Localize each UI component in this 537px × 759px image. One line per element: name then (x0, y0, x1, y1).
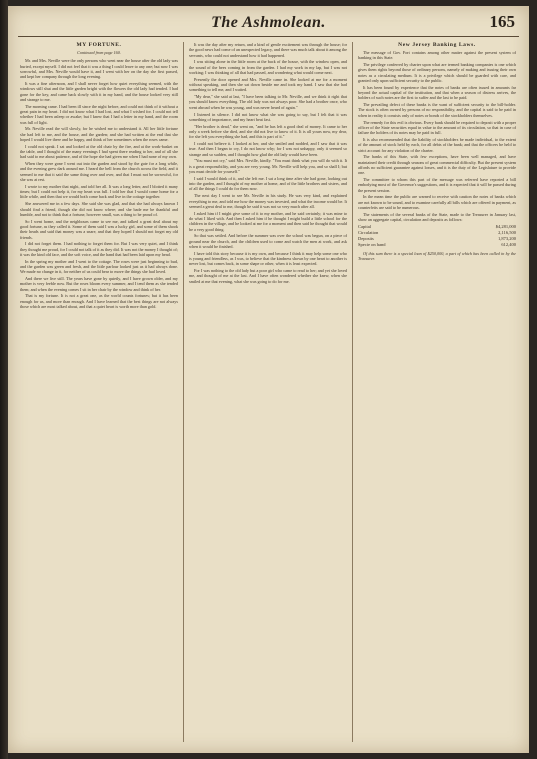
column-rule (352, 42, 353, 742)
table-value: $4,281,000 (495, 223, 516, 229)
paragraph: It was the day after my return, and a kind of gentle excitement was through the house; for the good news had come of an unexpected legacy, and there was much talk about it among the servants, who could not understand how it had happened. (189, 42, 347, 58)
paragraph: I could not believe it. I looked at her, and she smiled and nodded, and I saw that it was true. And then I began to cry, I do not know why; for I was not unhappy, only it seemed so strange and so sudden, and I thought how glad the old lady would have been. (189, 141, 347, 157)
paragraph: For I was nothing to the old lady but a poor girl who came to read to her; and yet she loved me, and thought of me at the last. And I have often wondered whether she knew, when she smiled at me that evening, what she was going to do for me. (189, 268, 347, 284)
statement-table (358, 224, 516, 248)
paragraph: So that was settled. And before the summer was over the school was begun, on a piece of ground near the church, and the children used to come and watch the men at work, and ask when it would be finished. (189, 233, 347, 249)
closing-note: Of this sum there is a special loan of $250,000, a part of which has been called in by the Treasurer. (358, 250, 516, 262)
paragraph: The committee to whom this part of the message was referred have reported a bill embodying most of the Governor's suggestions, and it is expected that it will be passed during the present session. (358, 177, 516, 193)
paragraph: It is also recommended that the liability of stockholders be made individual, to the extent of the amount of stock held by each, for all debts of the bank; and that the officers be held to strict account for any violation of the charter. (358, 136, 516, 153)
paragraph: Mr. Neville read the will slowly, for he wished me to understand it. All her little fortune she had left to me, and the house, and the garden; and she had written at the end that she hoped I would live there and be happy, and think of her sometimes when the roses came. (20, 126, 178, 142)
paragraph: It was a fine afternoon, and I shall never forget how quiet everything seemed, with the windows still shut and the little garden bright with the flowers the old lady had tended. I had gone for the key, and came back slowly with it in my hand, and the house looked very still and strange to me. (20, 80, 178, 102)
header-rule (18, 36, 519, 37)
paragraph: Presently the door opened and Mrs. Neville came in. She looked at me for a moment without speaking, and then she sat down beside me and took my hand. I saw that she had something to tell me, and I waited. (189, 76, 347, 93)
table-value: 2,116,500 (498, 229, 516, 235)
paragraph: In the spring my mother and I went to the cottage. The roses were just beginning to bud, and the garden was green and fresh, and the little parlour looked just as it had always done. We made no change in it, for neither of us could bear to move the things she had loved. (20, 258, 178, 275)
paragraph: The privilege conferred by charter upon what are termed banking companies is one which gives them rights beyond those of ordinary persons, namely of making and issuing their own notes as a circulating medium. It is a privilege which should be guarded with care, and granted only upon sufficient security to the public. (358, 62, 516, 83)
article-heading: New Jersey Banking Laws. (398, 42, 476, 48)
paragraph: When they were gone I went out into the garden and stood by the gate for a long while, and the evening grew dark around me. I heard the bell from the church across the field, and it seemed to me that it said the same thing over and over, and that I must not be sorrowful, for she was at rest. (20, 161, 178, 183)
article-heading: MY FORTUNE. (76, 42, 122, 48)
table-row (358, 242, 516, 248)
table-value: 612,400 (501, 241, 516, 247)
paragraph: The prevailing defect of these banks is the want of sufficient security to the bill-holder. The stock is often owned by persons of no responsibility, and the capital is said to be paid in when in reality it consists only of notes or bonds of the stockholders themselves. (358, 102, 516, 118)
paragraph: That is my fortune. It is not a great one, as the world counts fortunes; but it has been enough for us, and more than enough. And I have learned that the best things are not always those which are most talked about, and that a quiet heart is worth more than gold. (20, 293, 178, 310)
table-label: Circulation (358, 229, 379, 235)
column-rule (183, 42, 184, 742)
table-value: 1,873,200 (498, 235, 516, 241)
column-1 (20, 42, 178, 742)
page-number: 165 (489, 12, 515, 31)
table-label: Capital (358, 223, 371, 229)
paragraph: The next day I went to see Mr. Neville in his study. He was very kind, and explained everything to me, and told me how the money was invested, and what the income would be. It seemed a great deal to me, though he said it was not so very much after all. (189, 193, 347, 209)
running-title: The Ashmolean. (211, 14, 326, 31)
column-3 (358, 42, 516, 742)
paragraph: So I went home, and the neighbours came to see me, and talked a great deal about my good fortune, as they called it. Some of them said I was a lucky girl, and some of them shook their heads and said that money was a snare, and that they hoped I should not forget my old friends. (20, 218, 178, 240)
paragraph: The remedy for this evil is obvious. Every bank should be required to deposit with a proper officer of the State securities equal in value to the amount of its circulation, so that in case of failure the holders of its notes may be paid in full. (358, 119, 516, 136)
paragraph: I said I would think of it, and she left me. I sat a long time after she had gone, looking out into the garden, and I thought of my mother at home, and of the little brothers and sisters, and of all the things I could do for them now. (189, 175, 347, 192)
paragraph: "You must not cry," said Mrs. Neville, kindly. "You must think what you will do with it. It is a great responsibility, and you are very young. Mr. Neville will help you, and so shall I; but you must decide for yourself." (189, 158, 347, 175)
article-subheading: Continued from page 160. (77, 50, 121, 55)
paragraph: I have told this story because it is my own, and because I think it may help some one who is young and friendless, as I was, to believe that the kindness shown by one heart to another is never lost, but comes back, in some shape or other, when it is least expected. (189, 250, 347, 267)
paragraph: The banks of this State, with few exceptions, have been well managed, and have maintained their credit through seasons of great commercial difficulty. But the present system affords no sufficient guarantee against losses, and it is the duty of the Legislature to provide one. (358, 154, 516, 176)
paragraph: It has been found by experience that the notes of banks are often issued in amounts far beyond the actual capital of the institution, and that when a season of distress arrives, the holders of such notes are the first to suffer and the last to be paid. (358, 84, 516, 101)
paragraph: The message of Gov. Fort contains among other matter against the present system of banking in this State. (358, 50, 516, 61)
paragraph: I asked him if I might give some of it to my mother, and he said certainly; it was mine to do what I liked with. And then I asked him if he thought I might build a little school for the children in the village, and he looked at me for a moment and then said he thought that would be a very good thing. (189, 210, 347, 232)
table-label: Specie on hand (358, 241, 386, 247)
column-2 (189, 42, 347, 742)
paragraph: I listened in silence. I did not know what she was going to say, but I felt that it was something of importance, and my heart beat fast. (189, 111, 347, 122)
paragraph: And there we live still. The years have gone by quietly, and I have grown older, and my mother is very feeble now. But the roses bloom every summer, and I tend them as she tended them; and when the evening comes I sit in her chair by the window and think of her. (20, 276, 178, 292)
book-page (8, 6, 529, 753)
book-spine (0, 0, 8, 759)
table-label: Deposits (358, 235, 374, 241)
paragraph: I did not forget them. I had nothing to forget them for. But I was very quiet, and I think they thought me proud, for I could not talk of it as they did. It was not the money I thought of; it was the kind old face, and the soft voice, and the hand that had been laid upon my head. (20, 241, 178, 257)
paragraph: I could not speak. I sat and looked at the old chair by the fire, and at the work-basket on the table, and I thought of the many evenings I had spent there reading to her, and of all she had said to me about patience, and of the hope she had given me when I had none of my own. (20, 143, 178, 160)
paragraph: "My dear," she said at last, "I have been talking to Mr. Neville, and we think it right that you should know everything. The old lady was not always poor. She had a brother once, who went abroad when he was young, and was never heard of again." (189, 94, 347, 110)
paragraph: In the mean time the public are warned to receive with caution the notes of banks which are not known to be sound, and to examine carefully all bills which are offered in payment, as counterfeits are said to be numerous. (358, 194, 516, 211)
paragraph: The morning came. I had been ill since the night before, and could not think of it without a great pain in my heart. I did not know what I had lost, and what I wished for. I could not tell whether I had been asleep or awake; but I knew that I had a letter in my hand, and the room was full of light. (20, 103, 178, 125)
paragraph: Mr. and Mrs. Neville were the only persons who went near the house after the old lady was buried, except myself. I did not feel that it was a thing I could leave to any one; but now I was sorrowful, and Mrs. Neville would have it, and I went with her on the day she first passed, and kept her company through the long evening. (20, 58, 178, 80)
paragraph: The statements of the several banks of the State, made to the Treasurer in January last, show an aggregate capital, circulation and deposits as follows: (358, 211, 516, 223)
paragraph: She answered me in a few days. She said she was glad, and that she had always known I should find a friend, though she did not know where; and she bade me be thankful and humble, and not to think that a fortune, however small, was a thing to be proud of. (20, 201, 178, 217)
paragraph: I was sitting alone in the little room at the back of the house, with the window open, and the sound of the bees coming in from the garden. I had my work in my lap, but I was not working; I was thinking of all that had passed, and wondering what would come next. (189, 59, 347, 75)
paragraph: "Her brother is dead," she went on, "and he has left a good deal of money. It came to her only a week before she died, and she did not live to know of it. It is all yours now, my dear, for she left you everything she had, and this is part of it." (189, 123, 347, 140)
paragraph: I wrote to my mother that night, and told her all. It was a long letter, and I blotted it many times; but I could not help it, for my heart was full. I told her that I would come home for a little while, and then that we would both come back and live in the cottage together. (20, 183, 178, 200)
